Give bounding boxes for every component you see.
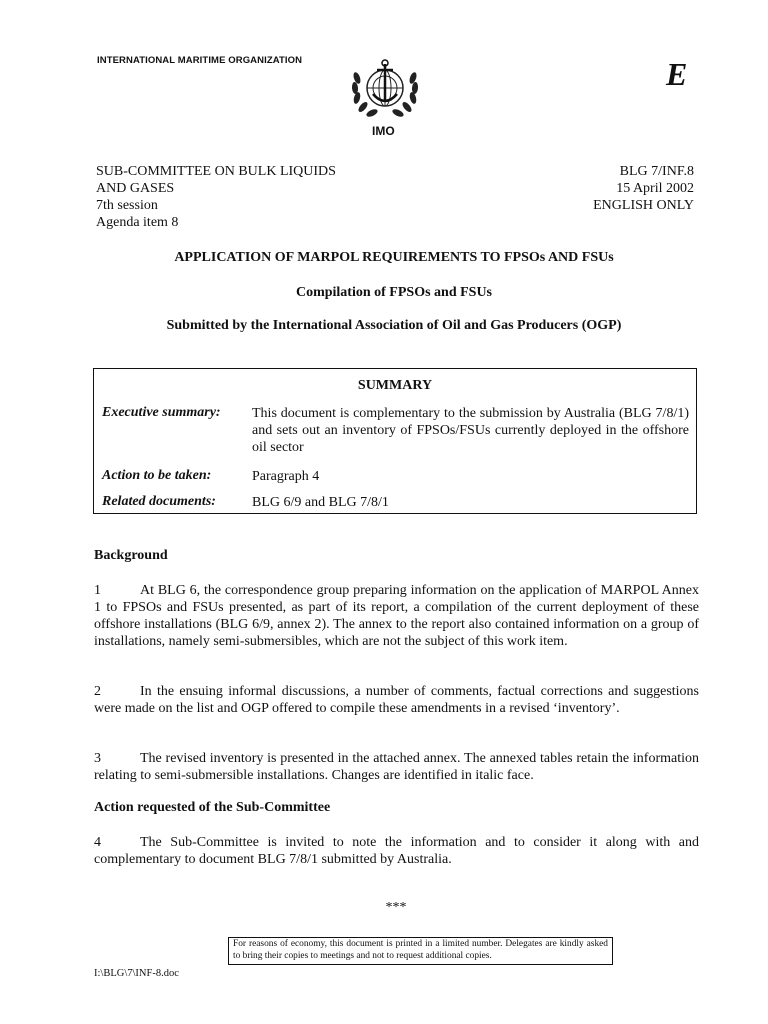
paragraph <box>94 750 699 784</box>
imo-abbreviation: IMO <box>372 124 395 138</box>
paragraph-text: At BLG 6, the correspondence group preparing information on the application of MARPOL Annex 1 to FPSOs and FSUs presented, as part of its report, a compilation of the current deployment of these offshore installations (BLG 6/9, annex 2). The annex to the report also contained information on a group of installations, namely semi-submersibles, which are not the subject of this work item. <box>94 583 699 649</box>
language-code: E <box>666 56 688 92</box>
paragraph-number: 2 <box>94 684 101 699</box>
committee-line-1: SUB-COMMITTEE ON BULK LIQUIDS <box>96 164 336 179</box>
summary-box <box>93 368 697 514</box>
organization-name: INTERNATIONAL MARITIME ORGANIZATION <box>97 55 303 66</box>
paragraph <box>94 834 699 868</box>
background-heading: Background <box>94 548 168 563</box>
action-requested-heading: Action requested of the Sub-Committee <box>94 800 331 815</box>
agenda-item: Agenda item 8 <box>96 215 179 230</box>
imo-emblem-icon <box>347 58 423 120</box>
action-label: Action to be taken: <box>102 468 212 483</box>
related-documents-label: Related documents: <box>102 494 216 509</box>
executive-summary-label: Executive summary: <box>102 405 221 420</box>
executive-summary-text: This document is complementary to the submission by Australia (BLG 7/8/1) and sets out an inventory of FPSOs/FSUs currently deployed in the offshore oil sector <box>252 406 689 455</box>
document-language: ENGLISH ONLY <box>593 198 694 213</box>
separator: *** <box>385 900 407 915</box>
document-info <box>593 163 694 214</box>
action-text: Paragraph 4 <box>252 469 320 484</box>
committee-line-2: AND GASES <box>96 181 175 196</box>
economy-notice: For reasons of economy, this document is printed in a limited number. Delegates are kindly asked to bring their copies to meetings and not to request additional copies. <box>228 937 613 965</box>
related-documents-text: BLG 6/9 and BLG 7/8/1 <box>252 495 389 510</box>
paragraph-number: 3 <box>94 751 101 766</box>
document-number: BLG 7/INF.8 <box>619 164 694 179</box>
summary-heading: SUMMARY <box>357 378 433 393</box>
document-subtitle: Compilation of FPSOs and FSUs <box>295 285 493 300</box>
paragraph <box>94 582 699 650</box>
paragraph-number: 1 <box>94 583 101 598</box>
paragraph-text: The Sub-Committee is invited to note the information and to consider it along with and complementary to document BLG 7/8/1 submitted by Australia. <box>94 835 699 867</box>
paragraph-text: In the ensuing informal discussions, a number of comments, factual corrections and suggestions were made on the list and OGP offered to compile these amendments in a revised ‘inventory’. <box>94 684 699 716</box>
paragraph-number: 4 <box>94 835 101 850</box>
submitted-by: Submitted by the International Association of Oil and Gas Producers (OGP) <box>166 318 622 333</box>
document-date: 15 April 2002 <box>616 181 694 196</box>
paragraph <box>94 683 699 717</box>
session: 7th session <box>96 198 158 213</box>
document-title: APPLICATION OF MARPOL REQUIREMENTS TO FPSOs AND FSUs <box>174 250 614 265</box>
file-path: I:\BLG\7\INF-8.doc <box>94 968 179 979</box>
committee-info <box>96 163 336 231</box>
paragraph-text: The revised inventory is presented in the attached annex. The annexed tables retain the information relating to semi-submersible installations. Changes are identified in italic face. <box>94 751 699 783</box>
